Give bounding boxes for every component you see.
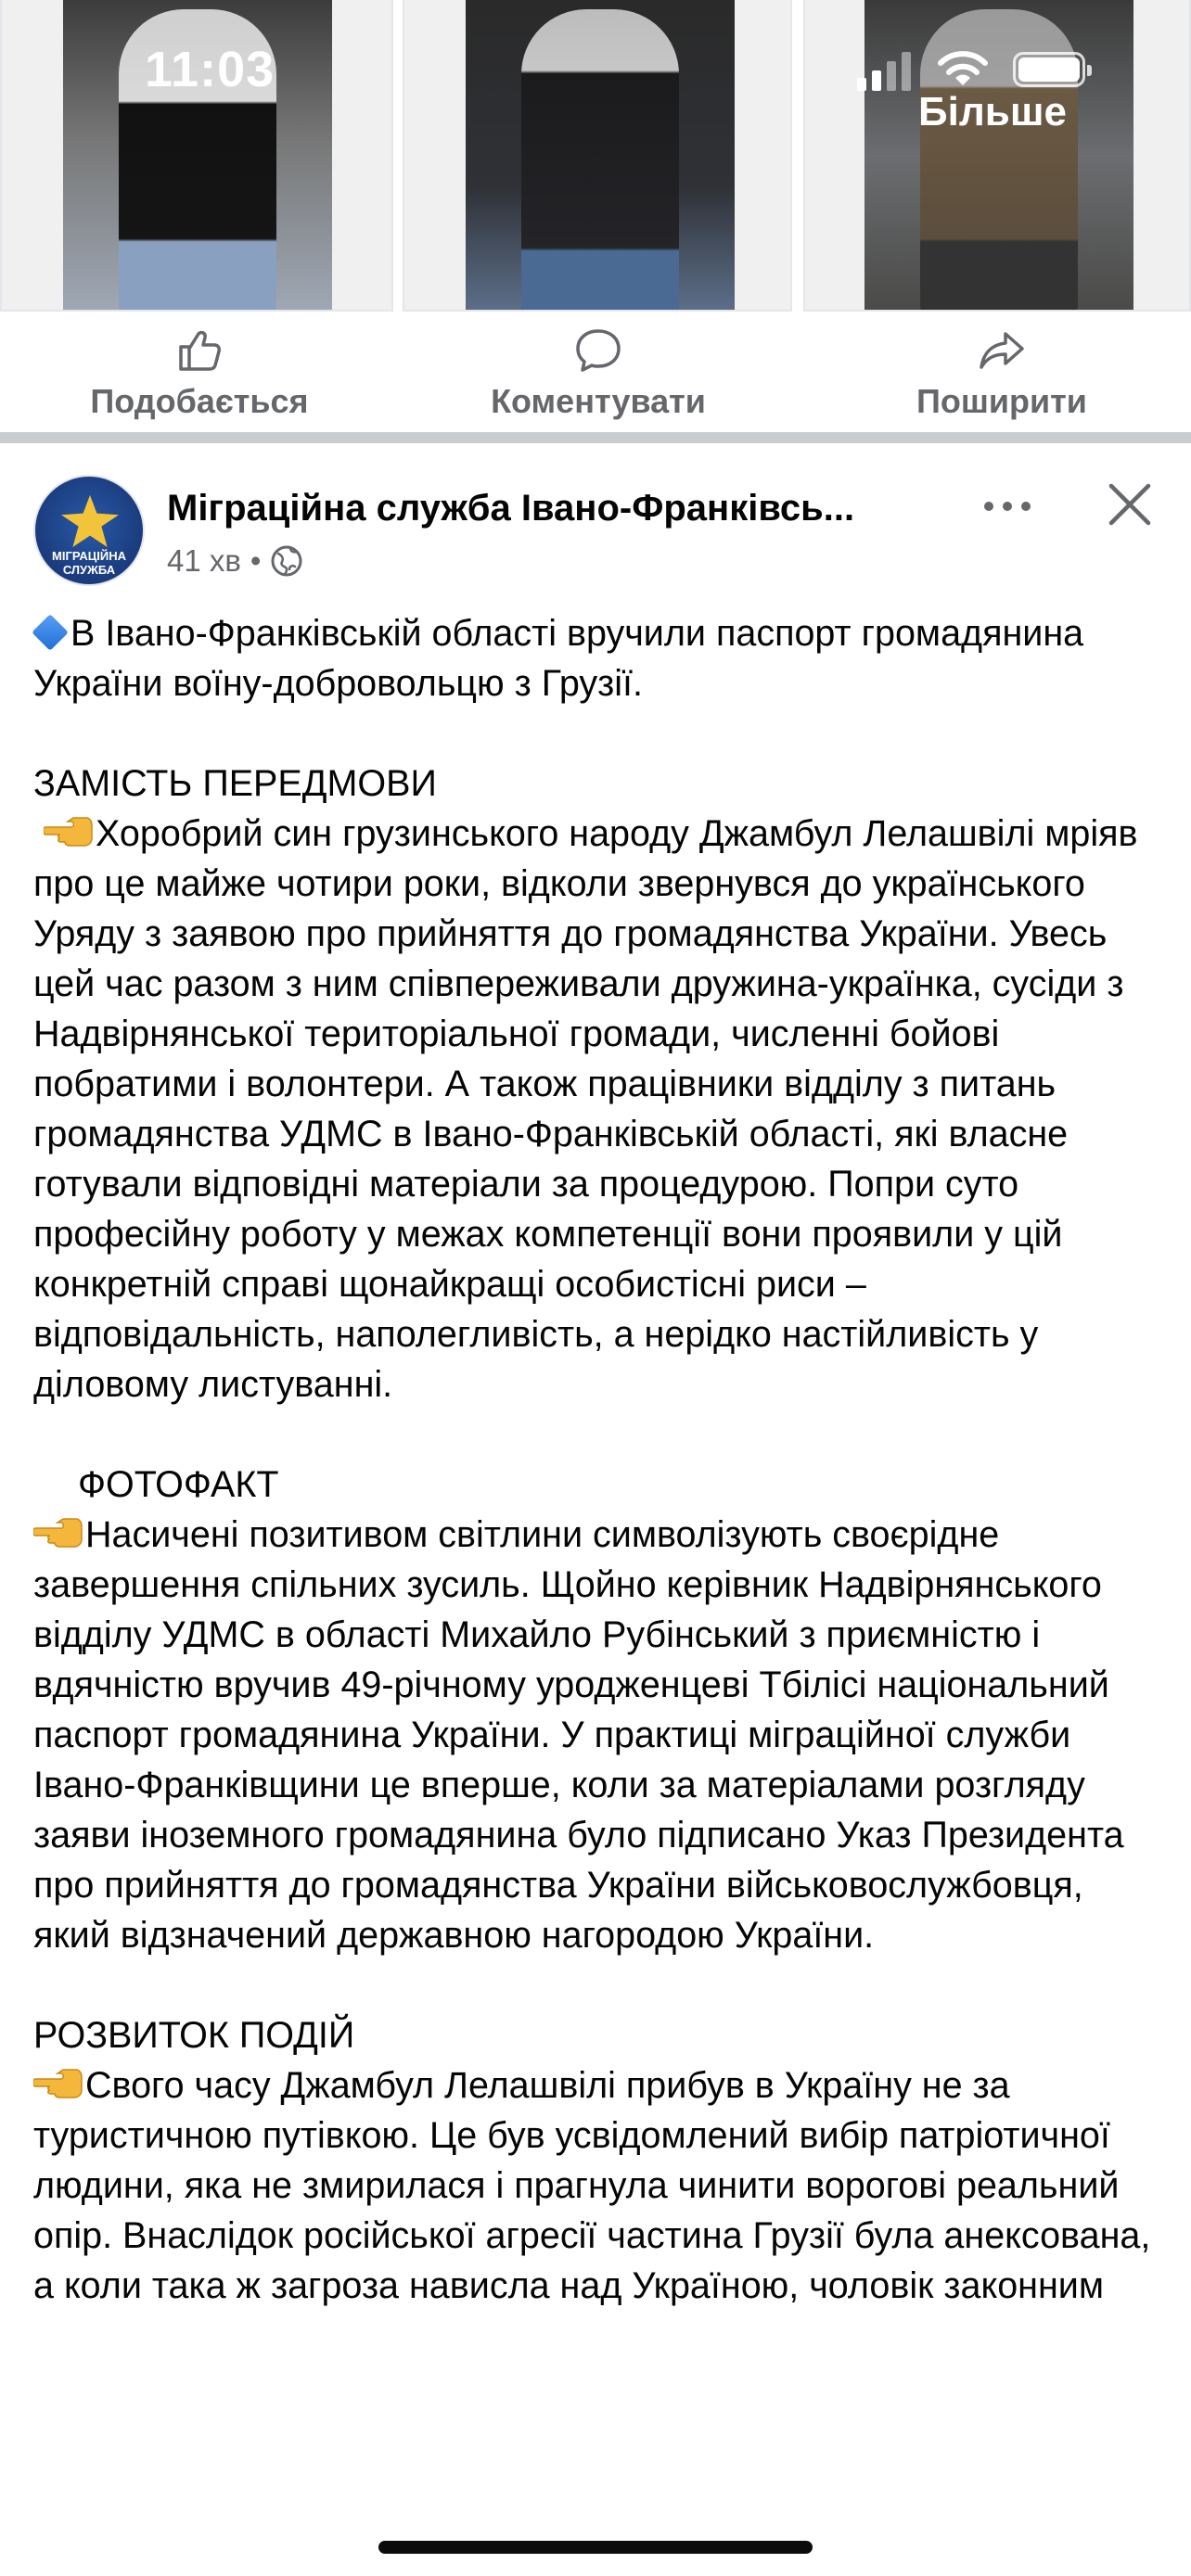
comment-button[interactable] [464, 326, 733, 419]
product-card-2[interactable] [403, 0, 792, 312]
comment-label: Коментувати [491, 382, 706, 420]
cellular-signal-icon [857, 48, 913, 91]
product-card-3[interactable] [803, 0, 1191, 312]
avatar-text: МІГРАЦІЙНА СЛУЖБА [52, 549, 126, 577]
meta-separator: • [250, 543, 262, 578]
section-heading-development: РОЗВИТОК ПОДІЙ [33, 2015, 355, 2056]
page-name[interactable]: Міграційна служба Івано-Франківсь... [167, 488, 855, 529]
feed-divider [0, 432, 1191, 443]
like-label: Подобається [90, 382, 309, 420]
post-meta [167, 543, 303, 579]
section-heading-photofact: ФОТОФАКТ [78, 1464, 279, 1505]
globe-icon [270, 544, 303, 578]
more-dots-icon[interactable] [980, 488, 1035, 525]
section-heading-foreword: ЗАМІСТЬ ПЕРЕДМОВИ [33, 763, 437, 804]
page-avatar[interactable] [33, 475, 145, 586]
pointing-hand-emoji [44, 816, 94, 848]
product-photo-3 [864, 0, 1133, 312]
share-label: Поширити [916, 382, 1087, 420]
thumbs-up-icon [175, 326, 224, 375]
post-body [33, 608, 1165, 2311]
post-paragraph-1: В Івано-Франківській області вручили паспорт громадянина України воїну-добровольцю з Грузії. [33, 613, 1084, 704]
product-photo-2 [466, 0, 735, 312]
wifi-icon [937, 48, 989, 89]
blue-diamond-emoji [32, 614, 69, 651]
status-time: 11:03 [145, 42, 275, 97]
pointing-hand-emoji [33, 2068, 83, 2099]
home-indicator[interactable] [378, 2541, 813, 2554]
post-paragraph-2: Хоробрий син грузинського народу Джамбул Лелашвілі мріяв про це майже чотири роки, відколи звернувся до українського Уряду з заявою про прийняття до громадянства України. Увесь цей час разом з ним співпереживали дружина-українка, сусіди з Надвірнянської територіальної громади, численні бойові побратими і волонтери. А також працівники відділу з питань громадянства УДМС в Івано-Франківській області, які власне готували відповідні матеріали за процедурою. Попри суто професійну роботу у межах компетенції вони проявили у цій конкретній справі щонайкращі особистісні риси – відповідальність, наполегливість, а нерідко настійливість у діловому листуванні. [33, 813, 1138, 1405]
more-link[interactable]: Більше [918, 89, 1067, 134]
pointing-hand-emoji [33, 1517, 83, 1549]
post-paragraph-3: Насичені позитивом світлини символізують своєрідне завершення спільних зусиль. Щойно керівник Надвірнянського відділу УДМС в області Михайло Рубінський з приємністю і вдячністю вручив 49-річному уродженцеві Тбілісі національний паспорт громадянина України. У практиці міграційної служби Івано-Франківщини це вперше, коли за матеріалами розгляду заяви іноземного громадянина було підписано Указ Президента про прийняття до громадянства України військовослужбовця, який відзначений державною нагородою України. [33, 1514, 1124, 1956]
post-paragraph-4: Свого часу Джамбул Лелашвілі прибув в Україну не за туристичною путівкою. Це був усвідомлений вибір патріотичної людини, яка не змирилася і прагнула чинити ворогові реальний опір. Внаслідок російської агресії частина Грузії була анексована, а коли така ж загроза нависла над Україною, чоловік законним [33, 2065, 1151, 2306]
share-arrow-icon [978, 326, 1026, 375]
close-icon[interactable] [1106, 480, 1154, 529]
battery-icon [1013, 52, 1085, 87]
post-actions-bar [0, 312, 1191, 430]
status-icons [857, 48, 1108, 95]
like-button[interactable] [74, 326, 325, 419]
comment-bubble-icon [574, 326, 622, 375]
emblem-icon [61, 495, 119, 547]
post-time[interactable]: 41 хв [167, 543, 241, 578]
share-button[interactable] [881, 326, 1122, 419]
